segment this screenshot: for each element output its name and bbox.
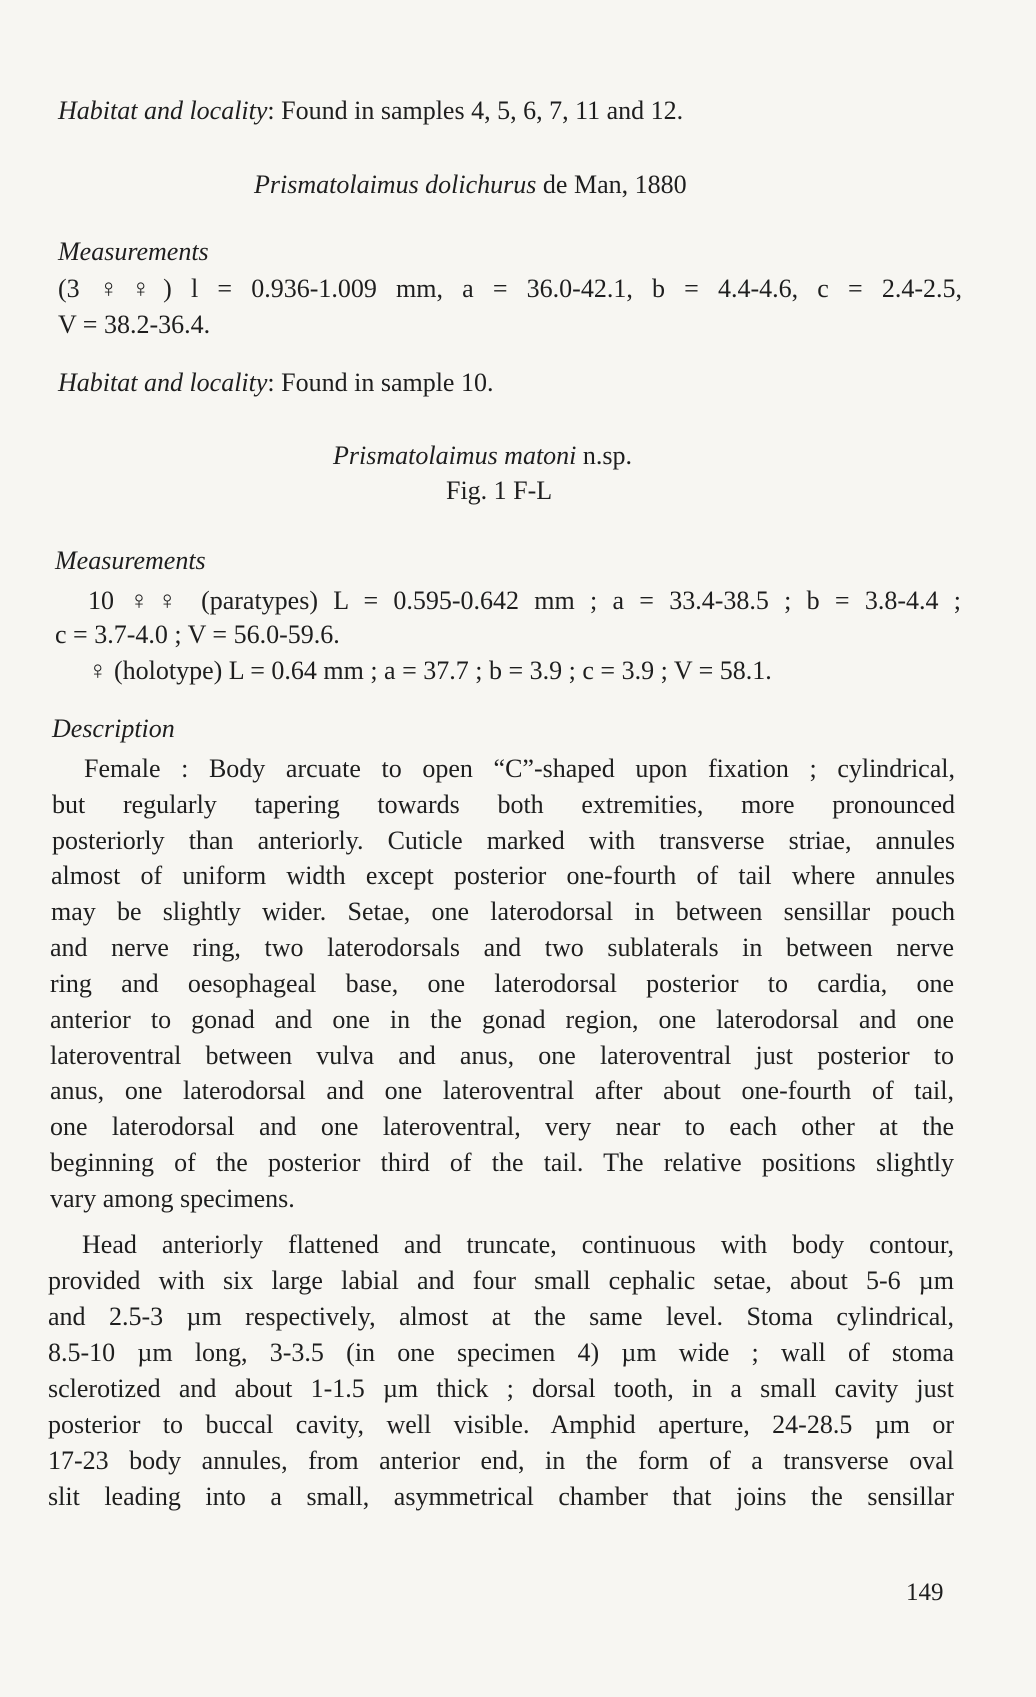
species1-habitat-label: Habitat and locality: [58, 368, 268, 397]
species2-measurements-line-1: 10 ♀♀ (paratypes) L = 0.595-0.642 mm ; a = 33.4-38.5 ; b = 3.8-4.4 ;: [88, 586, 961, 615]
para2-line: 17-23 body annules, from anterior end, in the form of a transverse oval: [48, 1446, 954, 1475]
species1-measurements-label: Measurements: [58, 237, 209, 266]
para1-line: lateroventral between vulva and anus, one lateroventral just posterior to: [50, 1041, 954, 1070]
para2-line: sclerotized and about 1-1.5 µm thick ; dorsal tooth, in a small cavity just: [48, 1374, 954, 1403]
species1-habitat-text: : Found in sample 10.: [267, 368, 494, 397]
species1-author: de Man, 1880: [536, 170, 687, 199]
species2-measurements-line-2: c = 3.7-4.0 ; V = 56.0-59.6.: [55, 620, 340, 649]
species2-heading: [333, 441, 632, 471]
para1-line: one laterodorsal and one lateroventral, very near to each other at the: [50, 1112, 954, 1141]
para2-line: posterior to buccal cavity, well visible. Amphid aperture, 24-28.5 µm or: [48, 1410, 954, 1439]
para1-line: but regularly tapering towards both extremities, more pronounced: [52, 790, 955, 819]
para1-line: almost of uniform width except posterior one-fourth of tail where annules: [51, 861, 955, 890]
page-number: 149: [906, 1579, 944, 1606]
species1-habitat-line: [58, 368, 493, 398]
para2-line: slit leading into a small, asymmetrical chamber that joins the sensillar: [48, 1482, 954, 1511]
para1-line: may be slightly wider. Setae, one laterodorsal in between sensillar pouch: [51, 897, 955, 926]
para1-line: anus, one laterodorsal and one lateroventral after about one-fourth of tail,: [50, 1076, 954, 1105]
species2-name: Prismatolaimus matoni: [333, 441, 577, 470]
description-label: Description: [52, 714, 175, 743]
para2-line: Head anteriorly flattened and truncate, continuous with body contour,: [82, 1230, 954, 1259]
para1-line: and nerve ring, two laterodorsals and two sublaterals in between nerve: [50, 933, 954, 962]
para1-line: posteriorly than anteriorly. Cuticle marked with transverse striae, annules: [52, 826, 955, 855]
para2-line: 8.5-10 µm long, 3-3.5 (in one specimen 4) µm wide ; wall of stoma: [48, 1338, 954, 1367]
species1-name: Prismatolaimus dolichurus: [254, 170, 537, 199]
para2-line: provided with six large labial and four small cephalic setae, about 5-6 µm: [48, 1266, 954, 1295]
species2-measurements-line-3: ♀ (holotype) L = 0.64 mm ; a = 37.7 ; b = 3.9 ; c = 3.9 ; V = 58.1.: [88, 656, 772, 685]
species2-measurements-label: Measurements: [55, 546, 206, 575]
figure-reference: Fig. 1 F-L: [446, 476, 553, 505]
habitat-line-1: [58, 96, 683, 126]
species2-suffix: n.sp.: [576, 441, 633, 470]
para1-line-last: vary among specimens.: [50, 1184, 295, 1213]
para1-line: anterior to gonad and one in the gonad region, one laterodorsal and one: [50, 1005, 954, 1034]
species1-measurements-line-1: (3 ♀♀) l = 0.936-1.009 mm, a = 36.0-42.1, b = 4.4-4.6, c = 2.4-2.5,: [58, 274, 962, 303]
para2-line: and 2.5-3 µm respectively, almost at the same level. Stoma cylindrical,: [48, 1302, 954, 1331]
species1-heading: [254, 170, 687, 200]
para1-line: beginning of the posterior third of the tail. The relative positions slightly: [50, 1148, 954, 1177]
para1-line: ring and oesophageal base, one laterodorsal posterior to cardia, one: [50, 969, 954, 998]
para1-line: Female : Body arcuate to open “C”-shaped upon fixation ; cylindrical,: [84, 754, 955, 783]
habitat-label: Habitat and locality: [58, 96, 268, 125]
species1-measurements-line-2: V = 38.2-36.4.: [58, 310, 211, 339]
habitat-text: : Found in samples 4, 5, 6, 7, 11 and 12.: [267, 96, 684, 125]
